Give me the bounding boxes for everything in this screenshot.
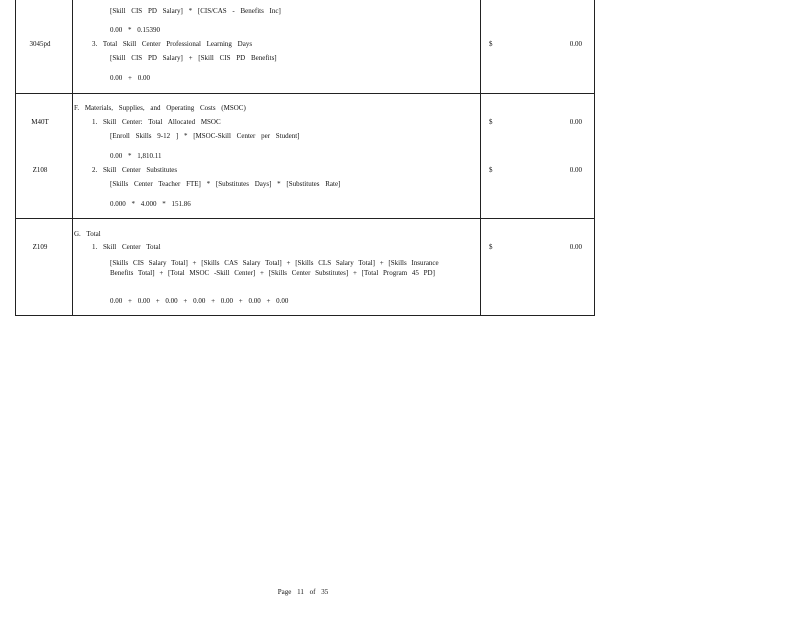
- section-f-item2-calc: 0.000 * 4.000 * 151.86: [110, 200, 191, 208]
- section-f-item2-label: 2. Skill Center Substitutes: [92, 166, 178, 174]
- table-border-bottom: [15, 315, 595, 316]
- section-f-item1-label: 1. Skill Center: Total Allocated MSOC: [92, 118, 221, 126]
- table-divider-code: [72, 0, 73, 316]
- section-f-item1-calc: 0.00 * 1,810.11: [110, 152, 162, 160]
- section-f-item2-code: Z108: [32, 166, 48, 174]
- section-e-item3-label: 3. Total Skill Center Professional Learning Days: [92, 40, 253, 48]
- section-f-item2-amount: 0.00: [569, 166, 582, 174]
- row-divider-e-f: [15, 93, 595, 94]
- page-number: Page 11 of 35: [277, 588, 329, 596]
- section-f-item1-dollar: $: [489, 118, 493, 126]
- section-e-item2-calc: 0.00 * 0.15390: [110, 26, 160, 34]
- section-f-item1-formula: [Enroll Skills 9-12 ] * [MSOC-Skill Center per Student]: [110, 132, 300, 140]
- section-e-item2-formula: [Skill CIS PD Salary] * [CIS/CAS - Benefits Inc]: [110, 7, 281, 15]
- section-f-item2-dollar: $: [489, 166, 493, 174]
- section-e-item3-calc: 0.00 + 0.00: [110, 74, 150, 82]
- section-e-item3-formula: [Skill CIS PD Salary] + [Skill CIS PD Benefits]: [110, 54, 277, 62]
- section-g-item1-amount: 0.00: [569, 243, 582, 251]
- section-f-item1-code: M40T: [31, 118, 49, 126]
- section-g-item1-formula: [Skills CIS Salary Total] + [Skills CAS Salary Total] + [Skills CLS Salary Total] + [Skills Insurance Benefits Total] + [Total MSOC -Skill Center] + [Skills Center Substitutes] + [Total Program 45 PD]: [110, 259, 439, 277]
- section-g-item1-calc: 0.00 + 0.00 + 0.00 + 0.00 + 0.00 + 0.00 + 0.00: [110, 297, 289, 305]
- section-g-item1-code: Z109: [32, 243, 48, 251]
- section-e-item3-amount: 0.00: [569, 40, 582, 48]
- section-f-heading: F. Materials, Supplies, and Operating Costs (MSOC): [74, 104, 246, 112]
- table-border-right: [594, 0, 595, 316]
- section-f-item1-amount: 0.00: [569, 118, 582, 126]
- table-divider-amount: [480, 0, 481, 316]
- section-g-item1-label: 1. Skill Center Total: [92, 243, 161, 251]
- section-e-item3-dollar: $: [489, 40, 493, 48]
- section-g-item1-dollar: $: [489, 243, 493, 251]
- section-f-item2-formula: [Skills Center Teacher FTE] * [Substitutes Days] * [Substitutes Rate]: [110, 180, 341, 188]
- section-g-heading: G. Total: [74, 230, 101, 238]
- row-divider-f-g: [15, 218, 595, 219]
- section-e-item3-code: 3045pd: [29, 40, 51, 48]
